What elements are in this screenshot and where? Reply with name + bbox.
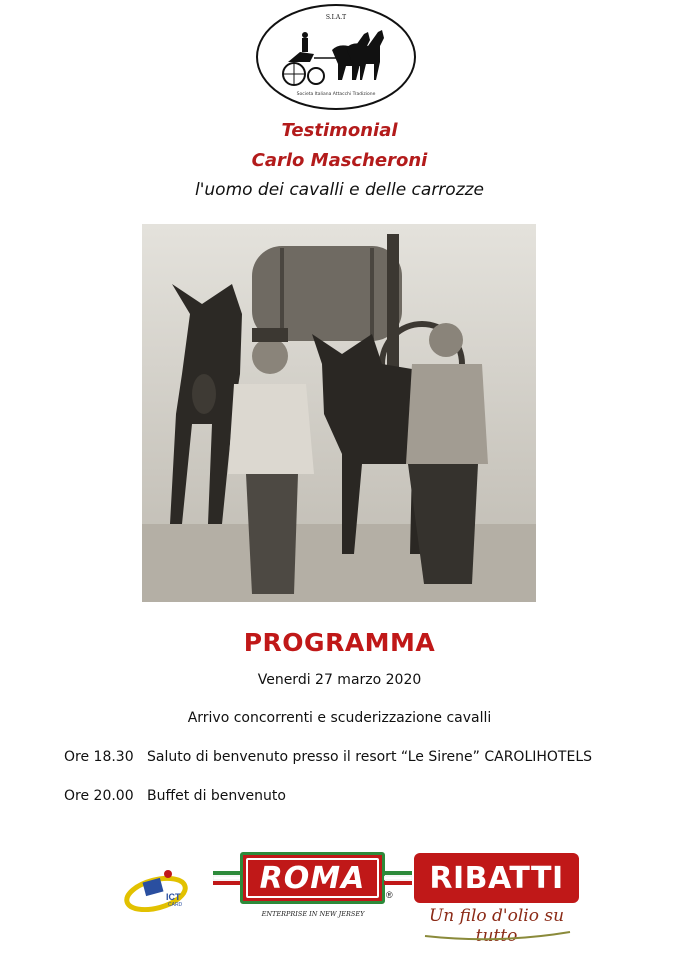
testimonial-name: Carlo Mascheroni [251, 150, 428, 171]
italian-stripes-icon [384, 871, 412, 885]
programma-date: Venerdi 27 marzo 2020 [257, 672, 422, 688]
schedule-text: Buffet di benvenuto [147, 788, 286, 804]
ict-card-logo [122, 864, 192, 912]
men-with-mules-photo-icon [142, 224, 536, 602]
testimonial-label: Testimonial [281, 120, 398, 141]
roma-registered: ® [386, 890, 393, 900]
testimonial-subtitle: l'uomo dei cavalli e delle carrozze [195, 180, 484, 200]
schedule-time: Ore 18.30 [64, 749, 134, 765]
ribatti-name: RIBATTI [429, 861, 564, 896]
schedule-text: Saluto di benvenuto presso il resort “Le Sirene” CAROLIHOTELS [147, 749, 593, 765]
roma-name: ROMA [259, 861, 366, 896]
logo-tagline: Societa Italiana Attacchi Tradizione [296, 92, 376, 97]
ribatti-logo [414, 853, 579, 903]
carriage-horses-icon [280, 24, 394, 88]
olive-swoosh-icon [420, 926, 575, 942]
programma-intro: Arrivo concorrenti e scuderizzazione cavalli [187, 710, 492, 726]
italian-stripes-icon [213, 871, 241, 885]
logo-brand: S.I.A.T [325, 14, 347, 21]
ict-sub: CARD [168, 902, 183, 908]
roma-caption: ENTERPRISE IN NEW JERSEY [261, 910, 365, 918]
programma-title: PROGRAMMA [243, 628, 436, 657]
ribatti-slogan: Un filo d'olio su tutto [428, 906, 565, 946]
ict-label: ICT [166, 892, 181, 902]
vintage-photo [142, 224, 536, 602]
schedule-time: Ore 20.00 [64, 788, 134, 804]
roma-logo [240, 852, 385, 904]
siat-logo [256, 4, 416, 110]
